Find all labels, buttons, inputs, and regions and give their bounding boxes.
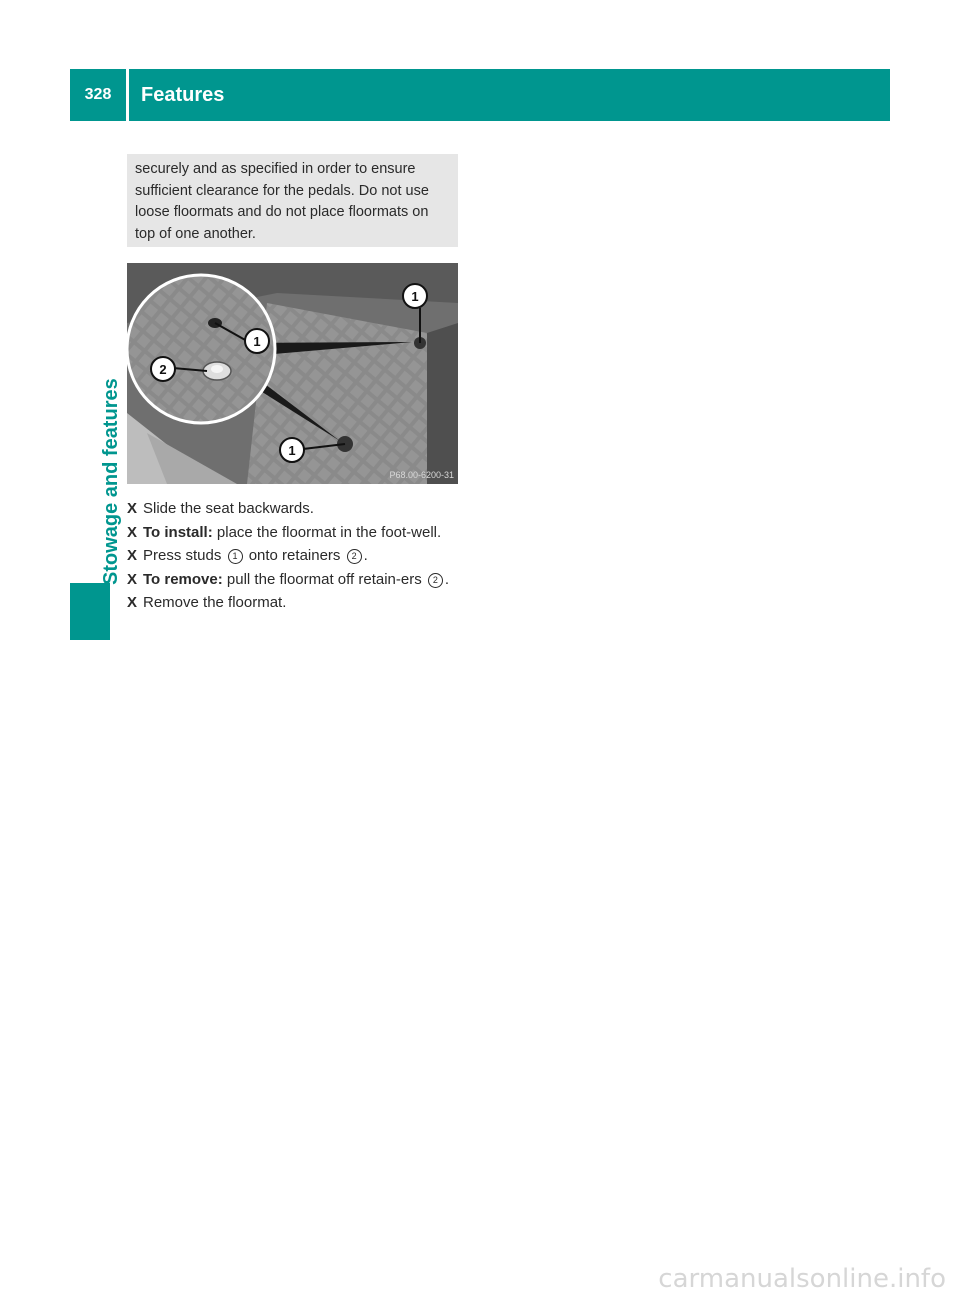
warning-box bbox=[127, 154, 458, 247]
reference-number: 2 bbox=[428, 573, 443, 588]
instruction-steps bbox=[127, 497, 458, 615]
header-divider bbox=[126, 69, 129, 121]
step-marker: X bbox=[127, 594, 138, 611]
callout-1-inset bbox=[245, 329, 269, 353]
callout-1-bottom bbox=[280, 438, 304, 462]
figure-code: P68.00-6200-31 bbox=[389, 470, 454, 480]
section-title: Features bbox=[141, 83, 225, 106]
floormat-illustration bbox=[127, 263, 458, 484]
step-marker: X bbox=[127, 523, 138, 541]
page-number: 328 bbox=[84, 86, 112, 103]
footer-watermark: carmanualsonline.info bbox=[658, 1264, 946, 1294]
callout-2-inset bbox=[151, 357, 175, 381]
step-remove-floormat: X Remove the floormat. bbox=[127, 591, 458, 615]
step-marker: X bbox=[127, 547, 138, 564]
svg-text:1: 1 bbox=[411, 289, 419, 304]
step-install: X To install: place the floormat in the foot-well. bbox=[127, 521, 458, 545]
side-tab-marker bbox=[70, 583, 110, 640]
warning-text: securely and as specified in order to ensure sufficient clearance for the pedals. Do not use loose floormats and do not place floormats on top of one another. bbox=[135, 161, 429, 242]
side-tab-label: Stowage and features bbox=[100, 378, 122, 585]
step-remove: X To remove: pull the floormat off retain-ers 2 . bbox=[127, 568, 458, 592]
svg-text:1: 1 bbox=[288, 443, 296, 458]
floormat-figure bbox=[127, 263, 458, 484]
reference-number: 2 bbox=[347, 549, 362, 564]
svg-text:2: 2 bbox=[159, 362, 167, 377]
page-header bbox=[70, 69, 890, 121]
step-marker: X bbox=[127, 570, 138, 588]
step-marker: X bbox=[127, 500, 138, 517]
callout-1-top bbox=[403, 284, 427, 308]
step-press-studs: X Press studs 1 onto retainers 2 . bbox=[127, 544, 458, 568]
reference-number: 1 bbox=[228, 549, 243, 564]
svg-text:1: 1 bbox=[253, 334, 261, 349]
step-slide-seat: X Slide the seat backwards. bbox=[127, 497, 458, 521]
